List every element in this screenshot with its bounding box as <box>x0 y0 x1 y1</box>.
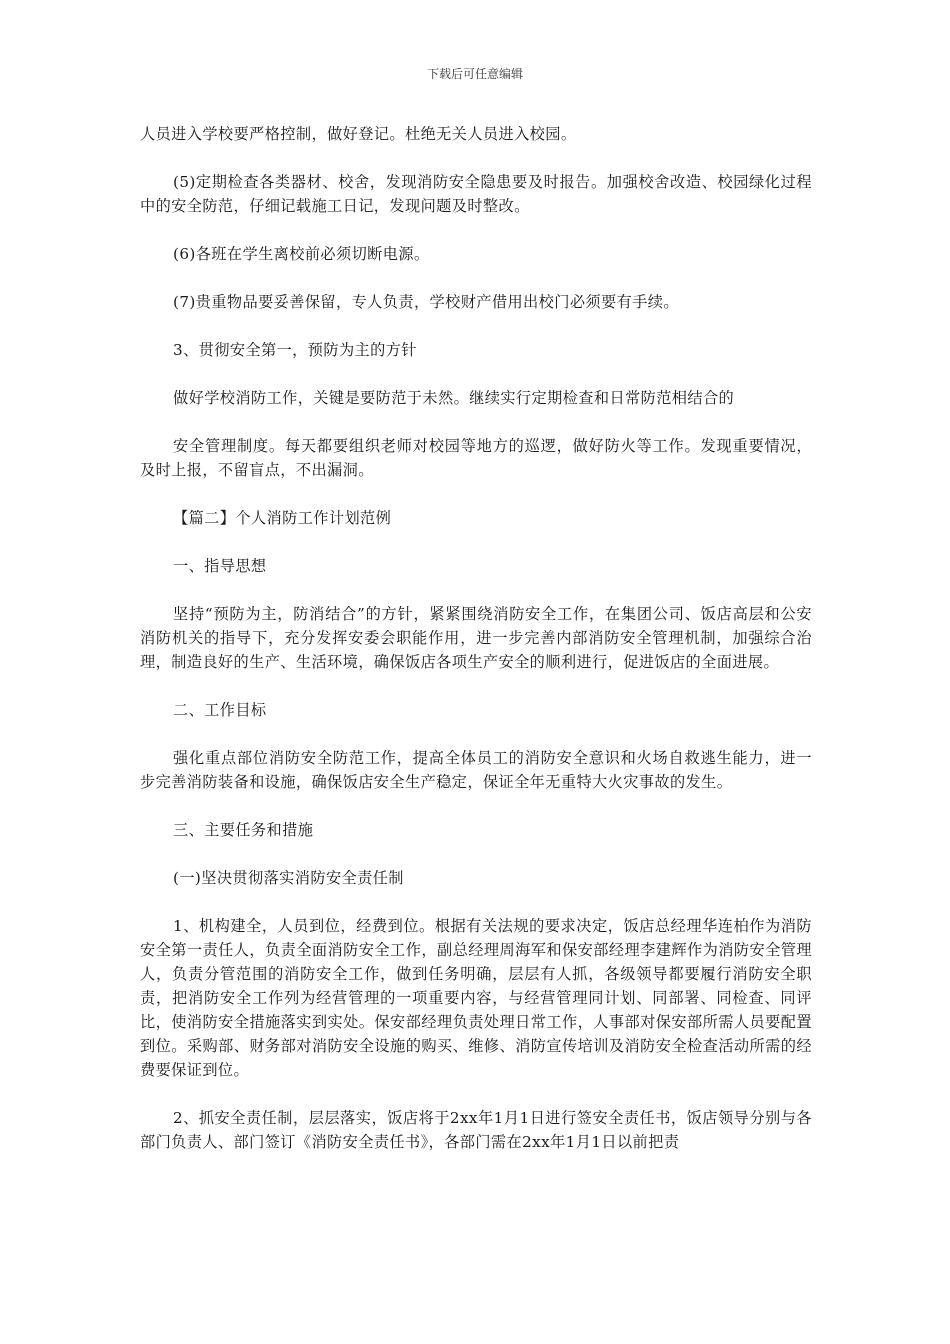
paragraph: 强化重点部位消防安全防范工作，提高全体员工的消防安全意识和火场自救逃生能力，进一步完善消防装备和设施，确保饭店安全生产稳定，保证全年无重特大火灾事故的发生。 <box>140 749 812 791</box>
document-body <box>140 122 812 1154</box>
article-title: 【篇二】个人消防工作计划范例 <box>173 509 392 527</box>
section-heading: 三、主要任务和措施 <box>173 821 314 839</box>
paragraph: (5)定期检查各类器材、校舍，发现消防安全隐患要及时报告。加强校舍改造、校园绿化过程中的安全防范，仔细记载施工日记，发现问题及时整改。 <box>140 173 812 215</box>
paragraph: 坚持“预防为主，防消结合”的方针，紧紧围绕消防安全工作，在集团公司、饭店高层和公安消防机关的指导下，充分发挥安委会职能作用，进一步完善内部消防安全管理机制，加强综合治理，制造良好的生产、生活环境，确保饭店各项生产安全的顺利进行，促进饭店的全面进展。 <box>140 605 812 671</box>
paragraph: 安全管理制度。每天都要组织老师对校园等地方的巡逻，做好防火等工作。发现重要情况，及时上报，不留盲点，不出漏洞。 <box>140 437 812 479</box>
page-header: 下载后可任意编辑 <box>426 67 523 81</box>
paragraph: 做好学校消防工作，关键是要防范于未然。继续实行定期检查和日常防范相结合的 <box>173 389 735 407</box>
paragraph: (7)贵重物品要妥善保留，专人负责，学校财产借用出校门必须要有手续。 <box>173 293 679 311</box>
paragraph: 2、抓安全责任制，层层落实，饭店将于2xx年1月1日进行签安全责任书，饭店领导分别与各部门负责人、部门签订《消防安全责任书》，各部门需在2xx年1月1日以前把责 <box>140 1109 812 1151</box>
paragraph: 人员进入学校要严格控制，做好登记。杜绝无关人员进入校园。 <box>140 125 577 143</box>
section-heading: 二、工作目标 <box>173 701 267 719</box>
sub-heading: (一)坚决贯彻落实消防安全责任制 <box>173 869 404 887</box>
paragraph: (6)各班在学生离校前必须切断电源。 <box>173 245 430 263</box>
section-heading: 一、指导思想 <box>173 557 267 575</box>
paragraph: 1、机构建全，人员到位，经费到位。根据有关法规的要求决定，饭店总经理华连柏作为消防安全第一责任人，负责全面消防安全工作，副总经理周海军和保安部经理李建辉作为消防安全管理人，负责分管范围的消防安全工作，做到任务明确，层层有人抓，各级领导都要履行消防安全职责，把消防安全工作列为经营管理的一项重要内容，与经营管理同计划、同部署、同检查、同评比，使消防安全措施落实到实处。保安部经理负责处理日常工作，人事部对保安部所需人员要配置到位。采购部、财务部对消防安全设施的购买、维修、消防宣传培训及消防安全检查活动所需的经费要保证到位。 <box>140 917 812 1079</box>
section-heading: 3、贯彻安全第一，预防为主的方针 <box>173 341 417 359</box>
